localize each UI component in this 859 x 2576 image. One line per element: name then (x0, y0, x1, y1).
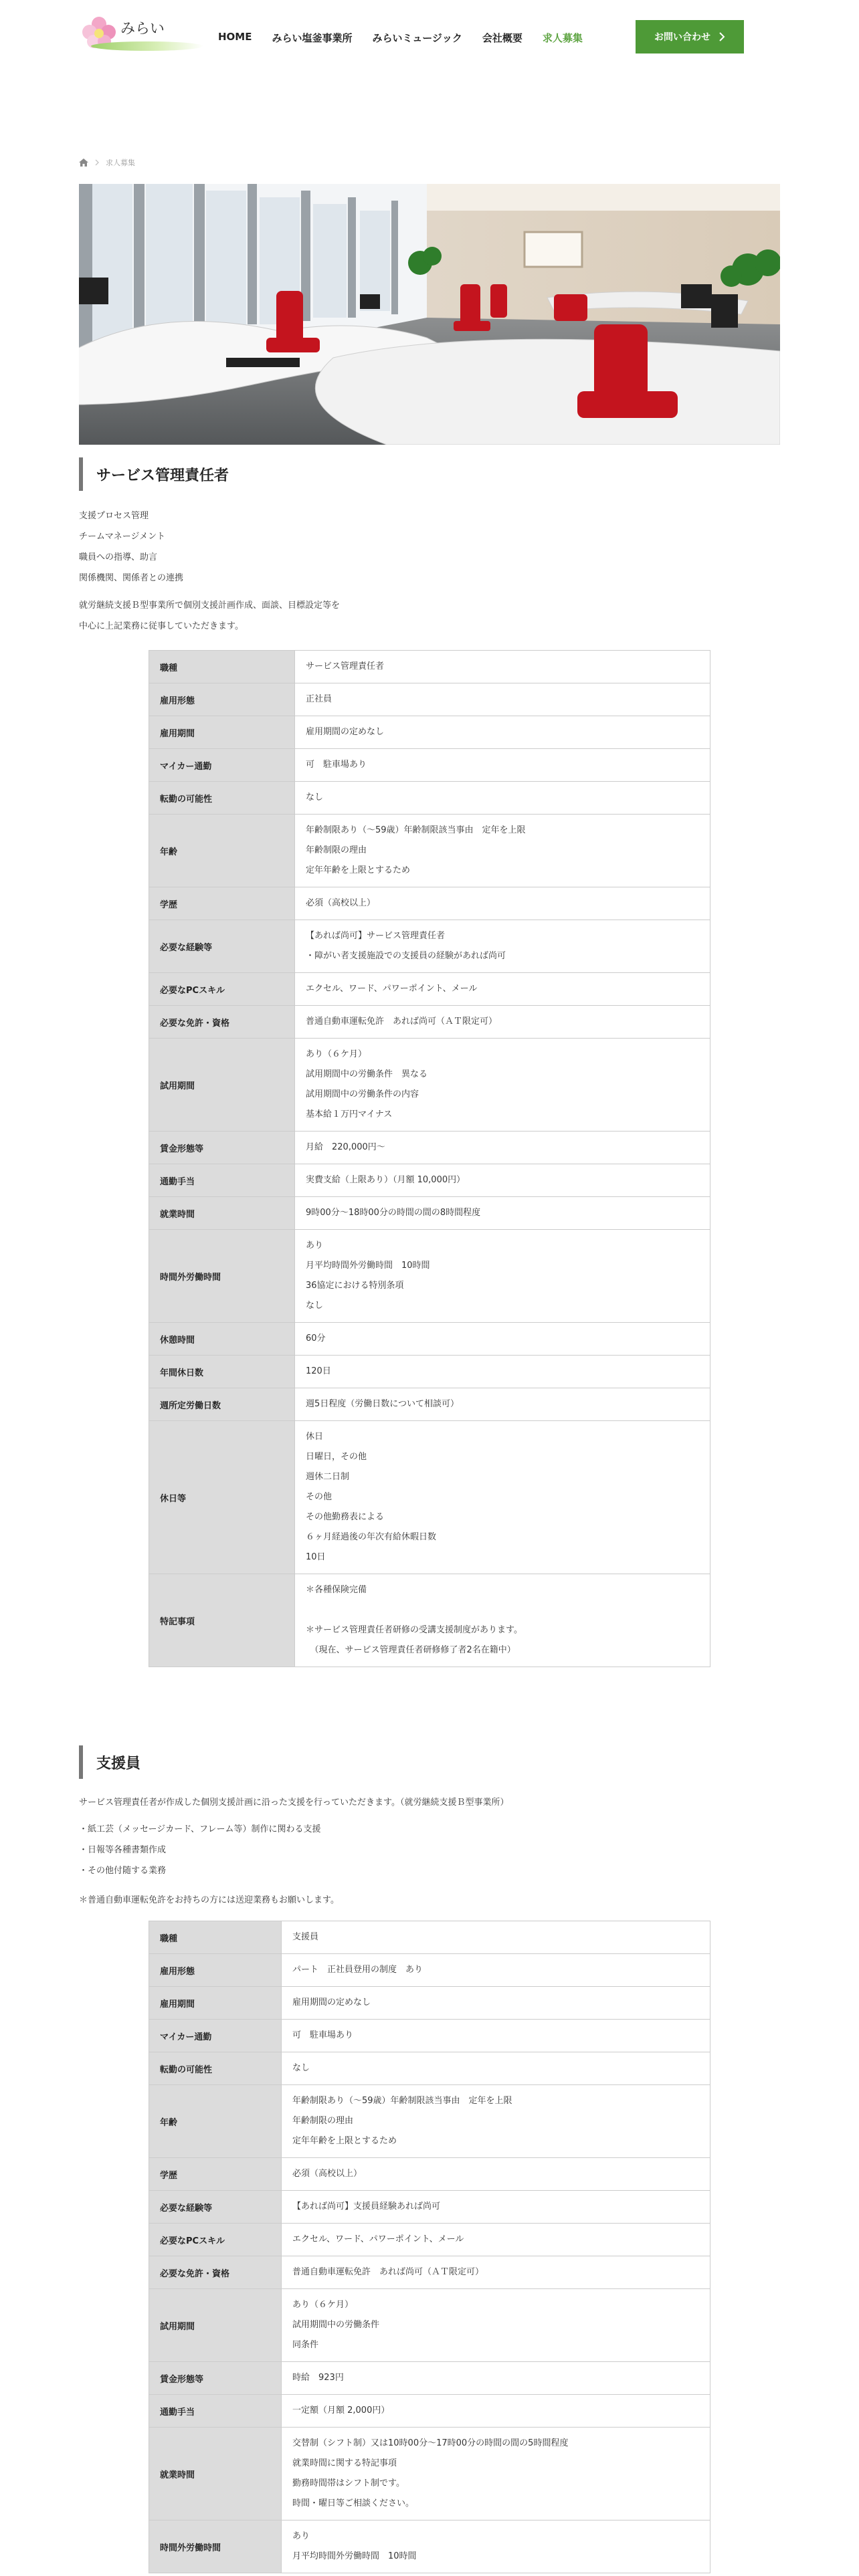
table-row (149, 2191, 710, 2224)
row-value (282, 2428, 710, 2520)
row-value (295, 749, 710, 782)
service-manager-duties (79, 506, 183, 588)
row-key: 試用期間 (149, 2289, 282, 2362)
row-key: 年齢 (149, 2085, 282, 2158)
table-row (149, 1197, 710, 1230)
contact-button[interactable] (636, 20, 744, 53)
row-key: 必要な経験等 (149, 920, 295, 973)
service-manager-description (79, 595, 340, 637)
row-value-line: 月給 220,000円～ (306, 1142, 385, 1152)
table-row (149, 1356, 710, 1388)
row-key: 特記事項 (149, 1574, 295, 1667)
row-value (295, 1230, 710, 1323)
row-key: マイカー通勤 (149, 749, 295, 782)
row-value-line: 普通自動車運転免許 あれば尚可（ＡＴ限定可） (306, 1016, 498, 1027)
row-value (295, 782, 710, 815)
row-value-line: （現在、サービス管理責任者研修修了者2名在籍中） (306, 1645, 516, 1655)
row-value-line: 36協定における特別条項 (306, 1281, 404, 1291)
row-value-line: 年齢制限の理由 (292, 2116, 354, 2126)
row-value (282, 1921, 710, 1954)
row-value-line: 週休二日制 (306, 1472, 350, 1482)
table-row (149, 1574, 710, 1667)
support-staff-duties (79, 1819, 321, 1881)
row-value-line: 必須（高校以上） (292, 2169, 363, 2179)
row-value-line: 一定額（月額 2,000円） (292, 2405, 390, 2416)
breadcrumb-current: 求人募集 (106, 158, 135, 167)
table-row (149, 920, 710, 973)
intro-line: 関係機関、関係者との連携 (79, 573, 184, 583)
intro-line: 職員への指導、助言 (79, 552, 158, 562)
row-value-line: 年齢制限あり（～59歳）年齢制限該当事由 定年を上限 (292, 2096, 512, 2106)
row-value-line: 交替制（シフト制）又は10時00分～17時00分の時間の間の5時間程度 (292, 2438, 569, 2448)
row-key: 職種 (149, 1921, 282, 1954)
row-value-line: 勤務時間帯はシフト制です。 (292, 2478, 405, 2488)
nav-recruit[interactable]: 求人募集 (542, 32, 583, 44)
row-value (282, 2085, 710, 2158)
row-value (282, 2395, 710, 2428)
row-key: 必要な経験等 (149, 2191, 282, 2224)
row-value-line (306, 1600, 699, 1620)
row-value-line: エクセル、ワード、パワーポイント、メール (306, 984, 478, 994)
row-value-line: 基本給１万円マイナス (306, 1109, 393, 1119)
row-key: 年齢 (149, 815, 295, 887)
row-value (295, 1164, 710, 1197)
table-row (149, 2020, 710, 2052)
breadcrumb (79, 157, 135, 168)
row-value (295, 1006, 710, 1039)
row-value-line: 年齢制限あり（～59歳）年齢制限該当事由 定年を上限 (306, 825, 526, 835)
row-value-line: 試用期間中の労働条件 (292, 2320, 380, 2330)
row-key: 雇用形態 (149, 1954, 282, 1987)
row-value-line: 試用期間中の労働条件の内容 (306, 1089, 419, 1099)
row-value (295, 1039, 710, 1132)
nav-shiogama-office[interactable]: みらい塩釜事業所 (272, 32, 353, 44)
row-key: 学歴 (149, 887, 295, 920)
row-value-line: 普通自動車運転免許 あれば尚可（ＡＴ限定可） (292, 2267, 484, 2277)
chevron-right-icon (95, 159, 99, 166)
table-row (149, 1230, 710, 1323)
row-value-line: 日曜日，その他 (306, 1452, 367, 1462)
table-row (149, 1921, 710, 1954)
intro-line: チームマネージメント (79, 532, 166, 542)
table-row (149, 2289, 710, 2362)
home-icon[interactable] (79, 158, 88, 167)
table-row (149, 1954, 710, 1987)
row-value (295, 1388, 710, 1421)
section-title-text: 支援員 (96, 1755, 141, 1772)
row-value (282, 1954, 710, 1987)
chevron-right-icon (719, 31, 725, 42)
row-value-line: ・障がい者支援施設での支援員の経験があれば尚可 (306, 951, 506, 961)
intro-note: ＊普通自動車運転免許をお持ちの方には送迎業務もお願いします。 (79, 1895, 339, 1905)
support-staff-spec-table (149, 1921, 710, 2573)
row-value (295, 683, 710, 716)
row-value-line: 年齢制限の理由 (306, 845, 367, 855)
row-value (282, 2020, 710, 2052)
row-key: 就業時間 (149, 2428, 282, 2520)
row-value-line: 実費支給（上限あり）（月額 10,000円） (306, 1175, 466, 1185)
table-row (149, 887, 710, 920)
intro-line: 中心に上記業務に従事していただきます。 (79, 621, 244, 631)
row-key: 時間外労働時間 (149, 1230, 295, 1323)
row-value-line: その他 (306, 1492, 332, 1502)
office-hero-image (79, 184, 780, 445)
row-key: 職種 (149, 651, 295, 683)
row-value-line: なし (306, 1301, 324, 1311)
row-value (282, 2052, 710, 2085)
row-key: 休日等 (149, 1421, 295, 1574)
table-row (149, 1039, 710, 1132)
row-value (295, 1323, 710, 1356)
table-row (149, 651, 710, 683)
row-value-line: ＊各種保険完備 (306, 1585, 367, 1595)
row-value (282, 2158, 710, 2191)
row-key: 転勤の可能性 (149, 2052, 282, 2085)
table-row (149, 1987, 710, 2020)
table-row (149, 815, 710, 887)
table-row (149, 2395, 710, 2428)
logo-text: みらい (120, 21, 165, 37)
intro-line: 支援プロセス管理 (79, 511, 149, 521)
row-value-line: 【あれば尚可】サービス管理責任者 (306, 931, 446, 941)
row-key: 休憩時間 (149, 1323, 295, 1356)
row-key: 必要なPCスキル (149, 973, 295, 1006)
table-row (149, 2052, 710, 2085)
row-value-line: 必須（高校以上） (306, 898, 376, 908)
row-value-line: 正社員 (306, 694, 332, 704)
table-row (149, 1006, 710, 1039)
table-row (149, 683, 710, 716)
row-value-line: 雇用期間の定めなし (292, 1998, 371, 2008)
row-value-line: エクセル、ワード、パワーポイント、メール (292, 2234, 464, 2244)
row-key: 試用期間 (149, 1039, 295, 1132)
table-row (149, 2428, 710, 2520)
row-value-line: 120日 (306, 1366, 331, 1376)
row-value (295, 716, 710, 749)
table-row (149, 1388, 710, 1421)
row-value (282, 2256, 710, 2289)
row-value (295, 973, 710, 1006)
row-value (295, 815, 710, 887)
row-key: 雇用期間 (149, 716, 295, 749)
nav-company[interactable]: 会社概要 (482, 32, 522, 44)
support-staff-description (79, 1792, 508, 1813)
section-title-service-manager (79, 457, 229, 491)
table-row (149, 2224, 710, 2256)
table-row (149, 716, 710, 749)
row-value-line: ６ヶ月経過後の年次有給休暇日数 (306, 1532, 437, 1542)
intro-line: ・紙工芸（メッセージカード、フレーム等）制作に関わる支援 (79, 1824, 321, 1834)
row-key: 年間休日数 (149, 1356, 295, 1388)
row-key: 雇用期間 (149, 1987, 282, 2020)
row-value (295, 887, 710, 920)
row-value (295, 1197, 710, 1230)
logo-wave (91, 41, 203, 51)
row-value-line: なし (306, 792, 324, 802)
table-row (149, 973, 710, 1006)
row-value-line: ＊サービス管理責任者研修の受講支援制度があります。 (306, 1625, 522, 1635)
row-value-line: サービス管理責任者 (306, 661, 385, 671)
table-row (149, 782, 710, 815)
row-value (282, 1987, 710, 2020)
row-value-line: 60分 (306, 1333, 326, 1344)
row-key: 必要なPCスキル (149, 2224, 282, 2256)
row-value-line: あり（６ケ月） (292, 2300, 354, 2310)
table-row (149, 2158, 710, 2191)
site-header (0, 0, 859, 74)
row-value-line: 時間・曜日等ご相談ください。 (292, 2498, 415, 2508)
intro-line: 就労継続支援Ｂ型事業所で個別支援計画作成、面談、目標設定等を (79, 601, 341, 611)
row-value-line: 10日 (306, 1552, 326, 1562)
row-key: 賃金形態等 (149, 2362, 282, 2395)
row-value-line: 定年年齢を上限とするため (292, 2136, 397, 2146)
intro-line: サービス管理責任者が作成した個別支援計画に沿った支援を行っていただきます。（就労継続支援Ｂ型事業所） (79, 1798, 509, 1808)
row-value-line: あり (306, 1241, 324, 1251)
row-value-line: あり (292, 2531, 310, 2541)
table-row (149, 2085, 710, 2158)
row-value-line: 同条件 (292, 2340, 319, 2350)
row-value-line: 試用期間中の労働条件 異なる (306, 1069, 428, 1079)
row-value (295, 1356, 710, 1388)
site-logo[interactable] (79, 12, 203, 62)
row-value-line: 月平均時間外労働時間 10時間 (306, 1261, 430, 1271)
table-row (149, 749, 710, 782)
row-key: 週所定労働日数 (149, 1388, 295, 1421)
row-value (282, 2520, 710, 2573)
row-key: 必要な免許・資格 (149, 2256, 282, 2289)
row-value-line: 定年年齢を上限とするため (306, 865, 411, 875)
nav-mirai-music[interactable]: みらいミュージック (372, 32, 462, 44)
row-value-line: 可 駐車場あり (306, 760, 367, 770)
row-value-line: 週5日程度（労働日数について相談可） (306, 1399, 460, 1409)
row-value-line: 9時00分～18時00分の時間の間の8時間程度 (306, 1208, 481, 1218)
intro-line: ・日報等各種書類作成 (79, 1845, 167, 1855)
service-manager-spec-table (149, 650, 710, 1667)
row-key: 就業時間 (149, 1197, 295, 1230)
row-value (295, 1421, 710, 1574)
table-row (149, 1132, 710, 1164)
row-value (282, 2362, 710, 2395)
row-key: マイカー通勤 (149, 2020, 282, 2052)
support-staff-note (79, 1890, 339, 1911)
row-value-line: 支援員 (292, 1932, 319, 1942)
row-value-line: 可 駐車場あり (292, 2030, 354, 2040)
row-value (282, 2289, 710, 2362)
row-key: 時間外労働時間 (149, 2520, 282, 2573)
row-value-line: 雇用期間の定めなし (306, 727, 385, 737)
row-value (282, 2191, 710, 2224)
row-value (295, 1574, 710, 1667)
row-value (295, 920, 710, 973)
row-value (282, 2224, 710, 2256)
nav-home[interactable]: HOME (218, 31, 252, 43)
row-key: 通勤手当 (149, 2395, 282, 2428)
table-row (149, 2256, 710, 2289)
row-key: 雇用形態 (149, 683, 295, 716)
row-value (295, 1132, 710, 1164)
contact-button-label: お問い合わせ (654, 32, 710, 43)
section-title-support-staff (79, 1745, 140, 1779)
table-row (149, 1421, 710, 1574)
intro-line: ・その他付随する業務 (79, 1866, 167, 1876)
table-row (149, 1164, 710, 1197)
row-key: 必要な免許・資格 (149, 1006, 295, 1039)
table-row (149, 2520, 710, 2573)
table-row (149, 2362, 710, 2395)
main-nav (218, 31, 603, 45)
row-value-line: あり（６ケ月） (306, 1049, 367, 1059)
row-value-line: その他勤務表による (306, 1512, 385, 1522)
row-value-line: パート 正社員登用の制度 あり (292, 1965, 423, 1975)
row-value-line: 就業時間に関する特記事項 (292, 2458, 397, 2468)
row-value (295, 651, 710, 683)
section-title-text: サービス管理責任者 (96, 467, 229, 484)
row-key: 通勤手当 (149, 1164, 295, 1197)
table-row (149, 1323, 710, 1356)
row-key: 転勤の可能性 (149, 782, 295, 815)
row-value-line: 時給 923円 (292, 2373, 344, 2383)
row-value-line: なし (292, 2063, 310, 2073)
row-value-line: 【あれば尚可】支援員経験あれば尚可 (292, 2202, 441, 2212)
row-value-line: 月平均時間外労働時間 10時間 (292, 2551, 417, 2561)
row-key: 賃金形態等 (149, 1132, 295, 1164)
row-key: 学歴 (149, 2158, 282, 2191)
row-value-line: 休日 (306, 1432, 324, 1442)
